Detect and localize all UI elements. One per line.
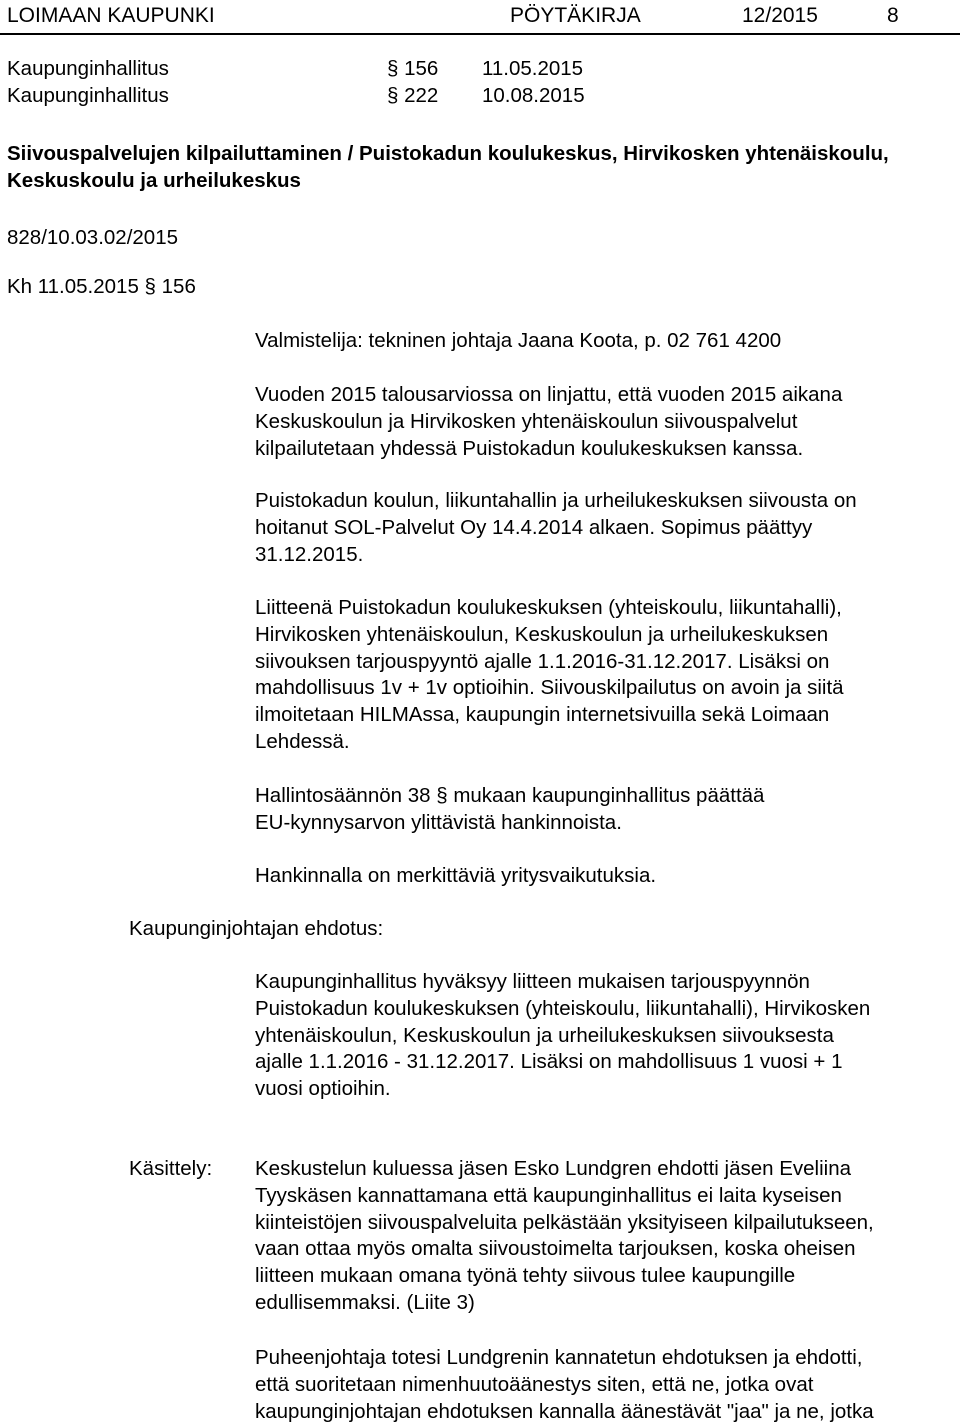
reference-body: Kaupunginhallitus	[7, 57, 169, 80]
body-paragraph: Liitteenä Puistokadun koulukeskuksen (yhteiskoulu, liikuntahalli), Hirvikosken yhtenäiskoulun, Keskuskoulun ja urheilukeskuksen siivouksen tarjouspyyntö ajalle 1.1.2016-31.12.2017. Lisäksi on mahdollisuus 1v + 1v optioihin. Siivouskilpailutus on avoin ja siitä ilmoitetaan HILMAssa, kaupungin internetsivuilla sekä Loimaan Lehdessä.	[255, 596, 844, 753]
reference-date: 11.05.2015	[482, 57, 584, 80]
document-number: 12/2015	[742, 4, 818, 27]
proposal-label: Kaupunginjohtajan ehdotus:	[129, 917, 384, 940]
handling-label: Käsittely:	[129, 1157, 213, 1180]
page-number: 8	[887, 4, 899, 27]
preparer-line: Valmistelija: tekninen johtaja Jaana Koota, p. 02 761 4200	[255, 329, 782, 352]
header-divider	[0, 33, 960, 35]
document-type: PÖYTÄKIRJA	[510, 4, 641, 27]
reference-section: § 156	[387, 57, 439, 80]
agenda-title: Siivouspalvelujen kilpailuttaminen / Puistokadun koulukeskus, Hirvikosken yhtenäiskoulu, Keskuskoulu ja urheilukeskus	[7, 142, 889, 192]
reference-body: Kaupunginhallitus	[7, 84, 169, 107]
meeting-reference: Kh 11.05.2015 § 156	[7, 275, 196, 298]
body-paragraph: Hankinnalla on merkittäviä yritysvaikutuksia.	[255, 864, 657, 887]
chair-text: Puheenjohtaja totesi Lundgrenin kannatetun ehdotuksen ja ehdotti, että suoritetaan nimenhuutoäänestys siten, että ne, jotka ovat kaupunginjohtajan ehdotuksen kannalla äänestävät "jaa" ja ne, jotka	[255, 1346, 874, 1423]
body-paragraph: Hallintosäännön 38 § mukaan kaupunginhallitus päättää EU-kynnysarvon ylittävistä hankinnoista.	[255, 784, 765, 834]
proposal-text: Kaupunginhallitus hyväksyy liitteen mukaisen tarjouspyynnön Puistokadun koulukeskuksen (yhteiskoulu, liikuntahalli), Hirvikosken yhtenäiskoulun, Keskuskoulun ja urheilukeskuksen siivouksesta ajalle 1.1.2016 - 31.12.2017. Lisäksi on mahdollisuus 1 vuosi + 1 vuosi optioihin.	[255, 970, 871, 1101]
body-paragraph: Puistokadun koulun, liikuntahallin ja urheilukeskuksen siivousta on hoitanut SOL-Palvelut Oy 14.4.2014 alkaen. Sopimus päättyy 31.12.2015.	[255, 489, 857, 566]
reference-section: § 222	[387, 84, 439, 107]
handling-text: Keskustelun kuluessa jäsen Esko Lundgren ehdotti jäsen Eveliina Tyyskäsen kannattamana että kaupunginhallitus ei laita kyseisen kiinteistöjen siivouspalveluita pelkästään yksityiseen kilpailutukseen, vaan ottaa myös omalta siivoustoimelta tarjouksen, koska oheisen liitteen mukaan omana työnä tehty siivous tulee kaupungille edullisemmaksi. (Liite 3)	[255, 1157, 874, 1314]
organization-name: LOIMAAN KAUPUNKI	[7, 4, 215, 27]
page-header	[7, 4, 960, 32]
reference-date: 10.08.2015	[482, 84, 585, 107]
record-id: 828/10.03.02/2015	[7, 226, 178, 249]
body-paragraph: Vuoden 2015 talousarviossa on linjattu, että vuoden 2015 aikana Keskuskoulun ja Hirvikosken yhtenäiskoulun siivouspalvelut kilpailutetaan yhdessä Puistokadun koulukeskuksen kanssa.	[255, 383, 843, 460]
